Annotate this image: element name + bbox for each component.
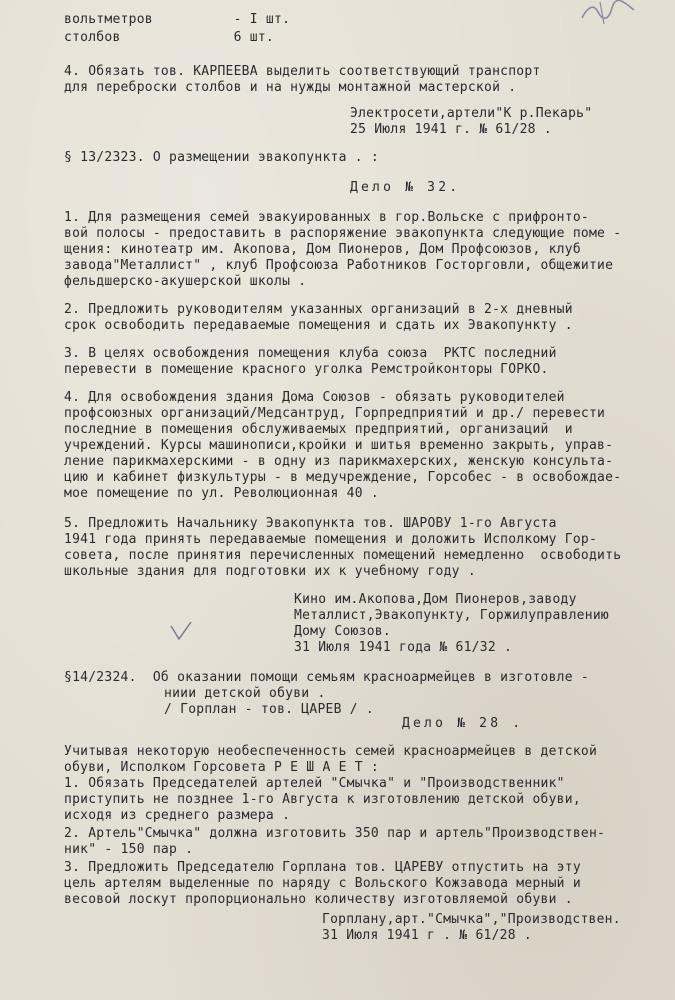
case-number: Дело № 28 . — [402, 716, 524, 731]
date-reference: 25 Июля 1941 г. № 61/28 . — [350, 122, 552, 137]
paragraph-line: 5. Предложить Начальнику Эвакопункта тов. ШАРОВУ 1-го Августа — [64, 516, 557, 531]
handwritten-mark-icon — [578, 0, 638, 26]
paragraph-line: щения: кинотеатр им. Акопова, Дом Пионеров, Дом Профсоюзов, клуб — [64, 242, 581, 257]
date-reference: 31 Июля 1941 года № 61/32 . — [294, 640, 513, 655]
check-mark-icon — [168, 620, 194, 642]
item-poles: столбов 6 шт. — [64, 30, 274, 45]
distribution-line: Кино им.Акопова,Дом Пионеров,заводу — [294, 592, 577, 607]
paragraph-line: обуви, Исполком Горсовета Р Е Ш А Е Т : — [64, 760, 379, 775]
distribution-line: Горплану,арт."Смычка","Производствен. — [322, 912, 621, 927]
paragraph-line: Учитывая некоторую необеспеченность семей красноармейцев в детской — [64, 744, 598, 759]
paragraph-line: весовой лоскут пропорционально количеству изготовляемой обуви . — [64, 892, 573, 907]
paragraph-line: цель артелям выделенные по наряду с Вольского Кожзавода мерный и — [64, 876, 581, 891]
paragraph-line: ник" - 150 пар . — [64, 842, 194, 857]
paragraph-line: фельдшерско-акушерской школы . — [64, 274, 307, 289]
paragraph-line: для переброски столбов и на нужды монтажной мастерской . — [64, 80, 517, 95]
paragraph-line: 1. Обязать Председателей артелей "Смычка" и "Производственник" — [64, 776, 565, 791]
paragraph-line: совета, после принятия перечисленных помещений немедленно освободить — [64, 548, 622, 563]
distribution-line: Металлист,Эвакопункту, Горжилуправлению — [294, 608, 609, 623]
item-voltmeters: вольтметров - I шт. — [64, 12, 291, 27]
paragraph-line: исходя из среднего размера . — [64, 808, 291, 823]
paragraph-line: профсоюзных организаций/Медсантруд, Горпредприятий и др./ перевести — [64, 406, 606, 421]
paragraph-line: учреждений. Курсы машинописи,кройки и шитья временно закрыть, управ- — [64, 438, 614, 453]
section-heading-14-cont: ниии детской обуви . — [164, 686, 326, 701]
paragraph-line: школьные здания для подготовки их к учебному году . — [64, 564, 476, 579]
paragraph-line: приступить не позднее 1-го Августа к изготовлению детской обуви, — [64, 792, 581, 807]
paragraph-line: 4. Обязать тов. КАРПЕЕВА выделить соответствующий транспорт — [64, 64, 541, 79]
paragraph-line: вой полосы - предоставить в распоряжение эвакопункта следующие поме - — [64, 226, 622, 241]
paragraph-line: ление парикмахерскими - в одну из парикмахерских, женскую консульта- — [64, 454, 614, 469]
paragraph-line: цию и кабинет физкультуры - в медучреждение, Горсобес - в освобождае- — [64, 470, 622, 485]
paragraph-line: 1. Для размещения семей эвакуированных в гор.Вольске с прифронто- — [64, 210, 589, 225]
paragraph-line: 2. Артель"Смычка" должна изготовить 350 пар и артель"Производствен- — [64, 826, 606, 841]
distribution-line: Электросети,артели"К р.Пекарь" — [350, 106, 593, 121]
paragraph-line: перевести в помещение красного уголка Ремстройконторы ГОРКО. — [64, 362, 549, 377]
section-heading-13: § 13/2323. О размещении эвакопункта . : — [64, 150, 379, 165]
paragraph-line: 2. Предложить руководителям указанных организаций в 2-х дневный — [64, 302, 573, 317]
distribution-line: Дому Союзов. — [294, 624, 391, 639]
paragraph-line: 3. В целях освобождения помещения клуба союза РКТС последний — [64, 346, 557, 361]
case-number: Дело № 32. — [350, 180, 461, 195]
paragraph-line: завода"Металлист" , клуб Профсоюза Работников Госторговли, общежитие — [64, 258, 614, 273]
paragraph-line: 1941 года принять передаваемые помещения и доложить Исполкому Гор- — [64, 532, 598, 547]
section-responsible: / Горплан - тов. ЦАРЕВ / . — [164, 702, 374, 717]
section-heading-14: §14/2324. Об оказании помощи семьям красноармейцев в изготовле - — [64, 670, 589, 685]
date-reference: 31 Июля 1941 г . № 61/28 . — [322, 928, 532, 943]
paragraph-line: мое помещение по ул. Революционная 40 . — [64, 486, 379, 501]
paragraph-line: срок освободить передаваемые помещения и сдать их Эвакопункту . — [64, 318, 573, 333]
paragraph-line: 3. Предложить Председателю Горплана тов. ЦАРЕВУ отпустить на эту — [64, 860, 581, 875]
paragraph-line: последние в помещения обслуживаемых предприятий, организаций и — [64, 422, 573, 437]
paragraph-line: 4. Для освобождения здания Дома Союзов - обязать руководителей — [64, 390, 565, 405]
